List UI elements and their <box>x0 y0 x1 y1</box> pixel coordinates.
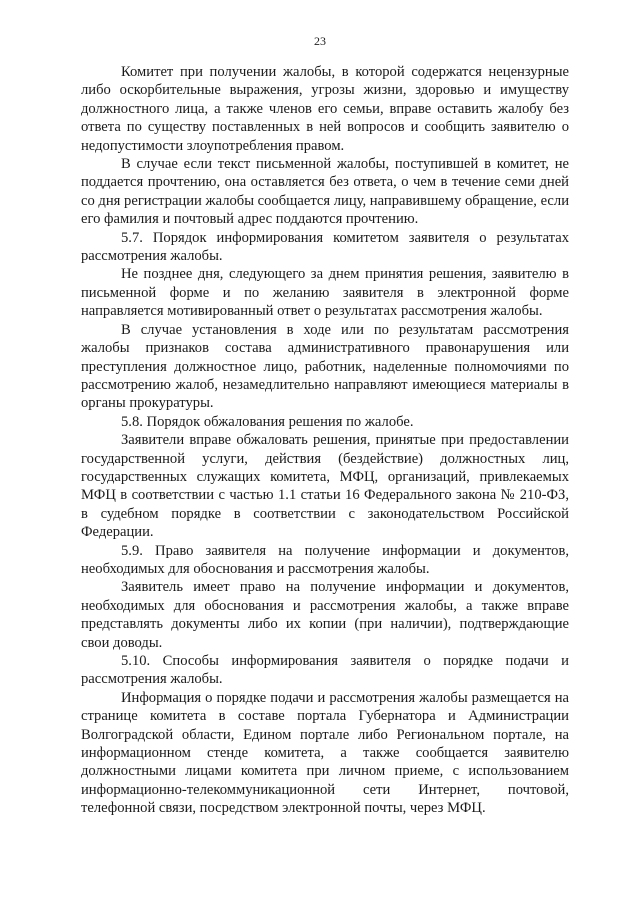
section-5-7-heading: 5.7. Порядок информирования комитетом заявителя о результатах рассмотрения жалобы. <box>81 229 569 265</box>
paragraph-response-deadline: Не позднее дня, следующего за днем принятия решения, заявителю в письменной форме и по желанию заявителя в электронной форме направляется мотивированный ответ о результатах рассмотрения жалобы. <box>81 266 569 320</box>
paragraph-prosecution-referral: В случае установления в ходе или по результатам рассмотрения жалобы признаков состава административного правонарушения или преступления должностное лицо, работник, наделенные полномочиями по рассмотрению жалоб, незамедлительно направляют имеющиеся материалы в органы прокуратуры. <box>81 321 569 412</box>
section-5-8-heading: 5.8. Порядок обжалования решения по жалобе. <box>121 413 414 430</box>
page-number: 23 <box>314 34 326 48</box>
section-5-9-heading: 5.9. Право заявителя на получение информации и документов, необходимых для обоснования и рассмотрения жалобы. <box>81 542 569 577</box>
section-5-10-heading: 5.10. Способы информирования заявителя о порядке подачи и рассмотрения жалобы. <box>81 653 569 688</box>
paragraph-information-channels: Информация о порядке подачи и рассмотрения жалобы размещается на странице комитета в составе портала Губернатора и Администрации Волгоградской области, Едином портале либо Региональном портале, на информационном стенде комитета, а также сообщается заявителю должностными лицами комитета при личном приеме, с использованием информационно-телекоммуникационной сети Интернет, почтовой, телефонной связи, посредством электронной почты, через МФЦ. <box>81 689 569 817</box>
paragraph-right-to-information: Заявитель имеет право на получение информации и документов, необходимых для обоснования и рассмотрения жалобы, а также вправе представлять документы либо их копии (при наличии), подтверждающие свои доводы. <box>81 579 569 651</box>
paragraph-judicial-appeal: Заявители вправе обжаловать решения, принятые при предоставлении государственной услуги, действия (бездействие) должностных лиц, государственных служащих комитета, МФЦ, организаций, привлекаемых МФЦ в соответствии с частью 1.1 статьи 16 Федерального закона № 210-ФЗ, в судебном порядке в соответствии с законодательством Российской Федерации. <box>81 432 569 541</box>
paragraph-unreadable-complaint: В случае если текст письменной жалобы, поступившей в комитет, не поддается прочтению, она оставляется без ответа, о чем в течение семи дней со дня регистрации жалобы сообщается лицу, направившему обращение, если его фамилия и почтовый адрес поддаются прочтению. <box>81 156 569 228</box>
paragraph-obscene-complaint: Комитет при получении жалобы, в которой содержатся нецензурные либо оскорбительные выражения, угрозы жизни, здоровью и имуществу должностного лица, а также членов его семьи, вправе оставить жалобу без ответа по существу поставленных в ней вопросов и сообщить заявителю о недопустимости злоупотребления правом. <box>81 64 569 154</box>
document-body <box>81 63 569 818</box>
